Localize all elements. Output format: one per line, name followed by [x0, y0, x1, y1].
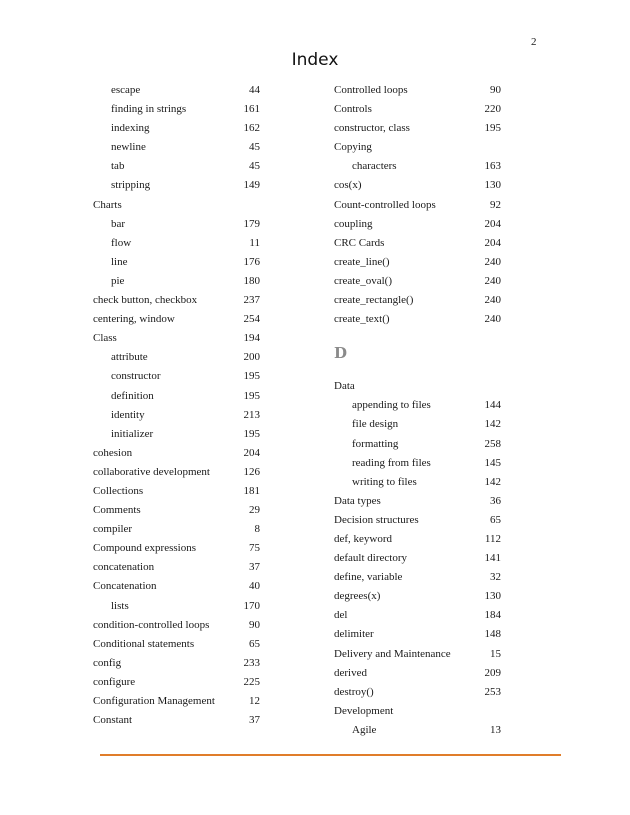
section-letter-d: D: [334, 344, 348, 363]
index-entry: [334, 81, 501, 100]
index-subentry: [334, 473, 501, 492]
footer-rule: [100, 754, 561, 756]
index-term: def, keyword: [334, 532, 393, 545]
index-page-number: 126: [243, 465, 260, 478]
index-subentry: [334, 721, 501, 740]
index-term: initializer: [111, 427, 154, 440]
index-term: Data types: [334, 494, 381, 507]
index-page-number: 130: [484, 179, 501, 192]
index-subentry: [334, 157, 501, 176]
index-term: Delivery and Maintenance: [334, 647, 451, 660]
index-entry: [334, 100, 501, 119]
index-page-number: 8: [254, 523, 260, 536]
page-title: Index: [291, 50, 339, 70]
index-term: formatting: [352, 437, 399, 450]
index-entry: [334, 549, 501, 568]
index-page-number: 37: [249, 714, 260, 727]
index-term: Compound expressions: [93, 542, 196, 555]
index-page-number: 181: [243, 484, 260, 497]
index-term: degrees(x): [334, 590, 381, 603]
index-entry: [93, 577, 260, 596]
index-subentry: [93, 406, 260, 425]
index-page-number: 11: [249, 236, 260, 249]
index-term: Controlled loops: [334, 84, 408, 96]
index-subentry: [334, 454, 501, 473]
index-entry: [334, 625, 501, 644]
index-page-number: 92: [490, 198, 501, 211]
index-page-number: 130: [484, 590, 501, 603]
index-term: Concatenation: [93, 580, 157, 593]
index-term: centering, window: [93, 313, 175, 326]
index-column-right: [334, 81, 501, 740]
index-page-number: 233: [243, 656, 260, 669]
index-term: pie: [111, 274, 125, 287]
index-term: CRC Cards: [334, 236, 385, 249]
index-term: escape: [111, 84, 141, 96]
index-term: condition-controlled loops: [93, 618, 210, 631]
index-page-number: 12: [249, 695, 260, 707]
index-page-number: 13: [490, 723, 501, 736]
index-entry: [334, 119, 501, 138]
index-page-number: 184: [484, 609, 501, 622]
index-group-c: [334, 81, 501, 329]
index-term: cos(x): [334, 179, 362, 192]
index-page-number: 200: [243, 351, 260, 364]
index-term: finding in strings: [111, 103, 187, 116]
index-term: Class: [93, 332, 117, 345]
index-subentry: [334, 415, 501, 434]
index-term: Constant: [93, 714, 133, 727]
index-term: create_text(): [334, 313, 390, 326]
index-term: Conditional statements: [93, 637, 195, 650]
index-page-number: 237: [243, 294, 260, 307]
index-page-number: 195: [243, 370, 260, 383]
index-term: del: [334, 609, 348, 622]
index-term: Agile: [352, 723, 377, 736]
index-entry: [93, 654, 260, 673]
index-subentry: [334, 435, 501, 454]
index-subentry: [93, 253, 260, 272]
index-entry: [334, 568, 501, 587]
index-page-number: 149: [243, 179, 260, 192]
index-page-number: 258: [484, 437, 501, 450]
index-entry: [93, 482, 260, 501]
index-page-number: 45: [249, 160, 260, 173]
index-page-number: 40: [249, 580, 260, 593]
index-page-number: 90: [490, 84, 501, 96]
index-term: reading from files: [352, 456, 431, 469]
index-entry: [334, 645, 501, 664]
index-page-number: 213: [243, 408, 260, 421]
index-entry: [334, 215, 501, 234]
index-subentry: [93, 272, 260, 291]
index-term: define, variable: [334, 571, 403, 584]
index-term: Development: [334, 704, 394, 717]
index-term: writing to files: [352, 475, 417, 488]
index-term: coupling: [334, 217, 373, 230]
index-term: constructor, class: [334, 122, 410, 135]
index-page-number: 144: [484, 399, 501, 412]
index-entry: [93, 539, 260, 558]
index-term: file design: [352, 418, 399, 431]
index-term: line: [111, 255, 128, 268]
index-entry: [93, 692, 260, 711]
index-page-number: 36: [490, 494, 501, 507]
index-term: create_rectangle(): [334, 294, 414, 307]
index-term: Configuration Management: [93, 695, 215, 707]
index-column-left: [93, 81, 260, 730]
index-page-number: 254: [243, 313, 260, 326]
index-entry: [334, 702, 501, 721]
index-term: Count-controlled loops: [334, 198, 436, 211]
index-subentry: [93, 425, 260, 444]
index-entry: [93, 635, 260, 654]
index-entry: [334, 272, 501, 291]
index-term: Copying: [334, 141, 372, 154]
index-term: identity: [111, 408, 145, 421]
index-page-number: 240: [484, 274, 501, 287]
page-number: 2: [531, 36, 537, 48]
index-entry: [93, 558, 260, 577]
index-entry: [93, 501, 260, 520]
index-entry: [334, 234, 501, 253]
index-page-number: 194: [243, 332, 260, 345]
index-term: Collections: [93, 484, 144, 497]
index-term: Decision structures: [334, 513, 419, 526]
index-page-number: 195: [243, 427, 260, 440]
index-page-number: 180: [243, 274, 260, 287]
index-term: newline: [111, 141, 146, 154]
index-entry: [334, 310, 501, 329]
index-term: definition: [111, 389, 154, 402]
index-page-number: 37: [249, 561, 260, 574]
index-term: delimiter: [334, 628, 374, 641]
index-term: Comments: [93, 504, 141, 517]
index-term: default directory: [334, 552, 407, 565]
index-term: flow: [111, 236, 132, 249]
index-page-number: 45: [249, 141, 260, 154]
index-page-number: 204: [484, 217, 501, 230]
index-term: bar: [111, 217, 126, 230]
index-term: destroy(): [334, 685, 374, 698]
index-term: stripping: [111, 179, 151, 192]
index-subentry: [93, 348, 260, 367]
index-page-number: 29: [249, 504, 260, 517]
index-page-number: 15: [490, 647, 501, 660]
index-entry: [93, 616, 260, 635]
index-page-number: 162: [243, 122, 260, 135]
index-entry: [93, 329, 260, 348]
index-subentry: [93, 215, 260, 234]
index-term: characters: [352, 160, 397, 173]
index-term: create_line(): [334, 255, 390, 268]
index-entry: [334, 377, 501, 396]
index-entry: [334, 138, 501, 157]
index-subentry: [93, 157, 260, 176]
index-page-number: 112: [484, 532, 501, 545]
index-term: configure: [93, 675, 136, 688]
index-page-number: 142: [484, 418, 501, 431]
index-entry: [93, 711, 260, 730]
index-page-number: 240: [484, 294, 501, 307]
index-entry: [334, 291, 501, 310]
index-entry: [334, 587, 501, 606]
index-entry: [334, 196, 501, 215]
index-entry: [334, 176, 501, 195]
index-page-number: 195: [243, 389, 260, 402]
index-entry: [334, 511, 501, 530]
index-page-number: 179: [243, 217, 260, 230]
index-page-number: 253: [484, 685, 501, 698]
index-page-number: 220: [484, 103, 501, 116]
index-page-number: 209: [484, 666, 501, 679]
index-term: Charts: [93, 198, 122, 211]
index-entry: [93, 444, 260, 463]
index-subentry: [93, 119, 260, 138]
index-page-number: 176: [243, 255, 260, 268]
index-page-number: 240: [484, 255, 501, 268]
index-subentry: [334, 396, 501, 415]
index-term: appending to files: [352, 399, 431, 412]
index-subentry: [93, 176, 260, 195]
index-term: derived: [334, 666, 367, 679]
index-term: create_oval(): [334, 274, 393, 287]
index-entry: [93, 291, 260, 310]
index-subentry: [93, 597, 260, 616]
index-term: tab: [111, 160, 125, 173]
index-entry: [93, 673, 260, 692]
index-term: indexing: [111, 122, 150, 135]
index-term: attribute: [111, 351, 148, 364]
index-page-number: 65: [490, 513, 501, 526]
index-page-number: 161: [243, 103, 260, 116]
index-subentry: [93, 234, 260, 253]
index-term: check button, checkbox: [93, 294, 198, 307]
index-entry: [334, 492, 501, 511]
index-subentry: [93, 138, 260, 157]
index-term: compiler: [93, 523, 133, 536]
index-page-number: 32: [490, 571, 501, 584]
index-entry: [93, 310, 260, 329]
index-page-number: 141: [484, 552, 501, 565]
index-subentry: [93, 100, 260, 119]
index-page-number: 44: [249, 84, 260, 96]
index-group-d: [334, 377, 501, 740]
index-entry: [93, 520, 260, 539]
index-term: Controls: [334, 103, 372, 116]
index-subentry: [93, 367, 260, 386]
index-page-number: 204: [484, 236, 501, 249]
index-term: config: [93, 656, 122, 669]
index-entry: [334, 683, 501, 702]
index-page-number: 240: [484, 313, 501, 326]
index-page-number: 142: [484, 475, 501, 488]
index-page-number: 163: [484, 160, 501, 173]
index-entry: [334, 530, 501, 549]
index-page-number: 225: [243, 675, 260, 688]
index-page-number: 90: [249, 618, 260, 631]
index-term: constructor: [111, 370, 161, 383]
index-term: collaborative development: [93, 465, 210, 478]
index-term: lists: [111, 599, 129, 612]
index-page-number: 145: [484, 456, 501, 469]
index-page-number: 75: [249, 542, 260, 555]
index-page-number: 204: [243, 446, 260, 459]
index-subentry: [93, 81, 260, 100]
index-entry: [334, 664, 501, 683]
index-page-number: 148: [484, 628, 501, 641]
index-term: cohesion: [93, 446, 133, 459]
index-page-number: 170: [243, 599, 260, 612]
index-term: concatenation: [93, 561, 155, 574]
index-entry: [93, 196, 260, 215]
index-subentry: [93, 387, 260, 406]
index-entry: [93, 463, 260, 482]
index-entry: [334, 606, 501, 625]
index-page-number: 65: [249, 637, 260, 650]
index-page-number: 195: [484, 122, 501, 135]
index-term: Data: [334, 380, 355, 393]
index-entry: [334, 253, 501, 272]
